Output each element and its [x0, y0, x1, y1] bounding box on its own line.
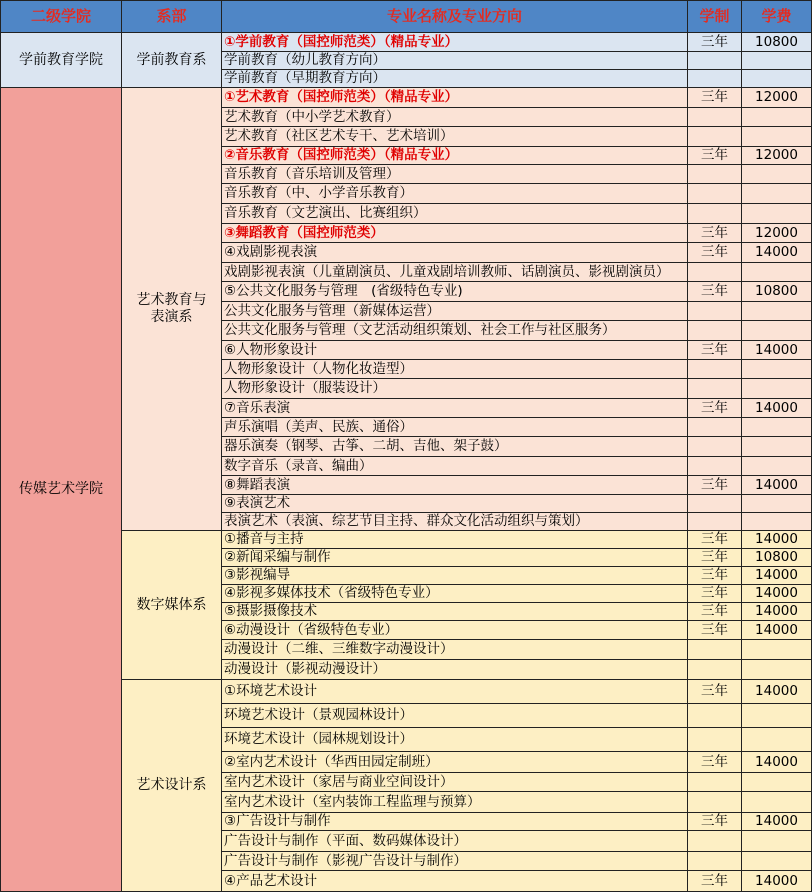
- fee-cell: 10800: [742, 549, 812, 567]
- department-cell: 学前教育系: [122, 33, 222, 88]
- major-cell: ①艺术教育（国控师范类）（精品专业）: [222, 88, 688, 108]
- table-row: [1, 88, 812, 108]
- fee-cell: [742, 640, 812, 660]
- years-cell: 三年: [688, 585, 742, 603]
- fee-cell: 14000: [742, 585, 812, 603]
- major-cell: 室内艺术设计（室内装饰工程监理与预算）: [222, 792, 688, 813]
- years-cell: [688, 52, 742, 70]
- years-cell: 三年: [688, 399, 742, 418]
- header-department: 系部: [122, 1, 222, 33]
- years-cell: [688, 660, 742, 680]
- fee-cell: [742, 108, 812, 127]
- fee-cell: [742, 704, 812, 728]
- fee-cell: [742, 379, 812, 399]
- major-cell: 公共文化服务与管理（新媒体运营）: [222, 302, 688, 321]
- years-cell: 三年: [688, 621, 742, 640]
- years-cell: [688, 640, 742, 660]
- fee-cell: 14000: [742, 476, 812, 495]
- major-cell: ⑥动漫设计（省级特色专业）: [222, 621, 688, 640]
- major-cell: ⑦音乐表演: [222, 399, 688, 418]
- fee-cell: [742, 437, 812, 457]
- major-cell: ③广告设计与制作: [222, 813, 688, 831]
- major-cell: 音乐教育（文艺演出、比赛组织）: [222, 204, 688, 224]
- years-cell: [688, 704, 742, 728]
- years-cell: 三年: [688, 224, 742, 243]
- major-cell: 音乐教育（音乐培训及管理）: [222, 165, 688, 184]
- years-cell: 三年: [688, 752, 742, 773]
- major-cell: ⑥人物形象设计: [222, 341, 688, 360]
- major-cell: 声乐演唱（美声、民族、通俗）: [222, 418, 688, 437]
- years-cell: [688, 360, 742, 379]
- major-cell: ①环境艺术设计: [222, 680, 688, 704]
- years-cell: 三年: [688, 871, 742, 892]
- years-cell: [688, 495, 742, 513]
- years-cell: [688, 457, 742, 476]
- years-cell: [688, 513, 742, 531]
- major-cell: ①播音与主持: [222, 531, 688, 549]
- major-cell: ⑨表演艺术: [222, 495, 688, 513]
- major-cell: 戏剧影视表演（儿童剧演员、儿童戏剧培训教师、话剧演员、影视剧演员）: [222, 263, 688, 282]
- years-cell: [688, 108, 742, 127]
- fee-cell: [742, 852, 812, 871]
- fee-cell: 12000: [742, 224, 812, 243]
- major-cell: ④影视多媒体技术（省级特色专业）: [222, 585, 688, 603]
- fee-cell: 10800: [742, 33, 812, 52]
- major-cell: 室内艺术设计（家居与商业空间设计）: [222, 773, 688, 792]
- years-cell: [688, 418, 742, 437]
- major-cell: ⑤摄影摄像技术: [222, 603, 688, 621]
- fee-cell: 14000: [742, 621, 812, 640]
- fee-cell: [742, 204, 812, 224]
- years-cell: [688, 263, 742, 282]
- header-college: 二级学院: [1, 1, 122, 33]
- fee-cell: 14000: [742, 813, 812, 831]
- fee-cell: [742, 321, 812, 341]
- major-cell: 动漫设计（二维、三维数字动漫设计）: [222, 640, 688, 660]
- years-cell: 三年: [688, 531, 742, 549]
- fee-cell: [742, 127, 812, 147]
- major-cell: ②音乐教育（国控师范类）（精品专业）: [222, 147, 688, 165]
- fee-cell: [742, 831, 812, 852]
- years-cell: 三年: [688, 549, 742, 567]
- years-cell: [688, 792, 742, 813]
- fee-cell: [742, 418, 812, 437]
- fee-cell: [742, 70, 812, 88]
- years-cell: [688, 70, 742, 88]
- major-cell: 学前教育（早期教育方向）: [222, 70, 688, 88]
- fee-cell: 14000: [742, 531, 812, 549]
- fee-cell: 12000: [742, 147, 812, 165]
- major-cell: 环境艺术设计（景观园林设计）: [222, 704, 688, 728]
- fee-cell: [742, 773, 812, 792]
- years-cell: [688, 852, 742, 871]
- years-cell: [688, 773, 742, 792]
- years-cell: 三年: [688, 813, 742, 831]
- major-cell: 学前教育（幼儿教育方向）: [222, 52, 688, 70]
- fee-cell: [742, 184, 812, 204]
- years-cell: [688, 302, 742, 321]
- major-cell: 公共文化服务与管理（文艺活动组织策划、社会工作与社区服务）: [222, 321, 688, 341]
- years-cell: [688, 321, 742, 341]
- major-cell: 动漫设计（影视动漫设计）: [222, 660, 688, 680]
- years-cell: 三年: [688, 476, 742, 495]
- years-cell: 三年: [688, 147, 742, 165]
- department-cell: 艺术设计系: [122, 680, 222, 892]
- major-cell: ④产品艺术设计: [222, 871, 688, 892]
- major-cell: ⑤公共文化服务与管理 (省级特色专业): [222, 282, 688, 302]
- years-cell: [688, 728, 742, 752]
- years-cell: 三年: [688, 282, 742, 302]
- fee-cell: [742, 457, 812, 476]
- major-cell: 器乐演奏（钢琴、古筝、二胡、吉他、架子鼓）: [222, 437, 688, 457]
- major-cell: 广告设计与制作（影视广告设计与制作）: [222, 852, 688, 871]
- years-cell: 三年: [688, 243, 742, 263]
- years-cell: [688, 127, 742, 147]
- header-fee: 学费: [742, 1, 812, 33]
- major-cell: 广告设计与制作（平面、数码媒体设计）: [222, 831, 688, 852]
- major-cell: 人物形象设计（服装设计）: [222, 379, 688, 399]
- years-cell: [688, 831, 742, 852]
- major-cell: 艺术教育（中小学艺术教育）: [222, 108, 688, 127]
- major-cell: ④戏剧影视表演: [222, 243, 688, 263]
- major-cell: 人物形象设计（人物化妆造型）: [222, 360, 688, 379]
- fee-cell: 14000: [742, 680, 812, 704]
- table-row: [1, 33, 812, 52]
- fee-cell: [742, 302, 812, 321]
- major-cell: ②新闻采编与制作: [222, 549, 688, 567]
- college-cell: 传媒艺术学院: [1, 88, 122, 892]
- major-cell: ③影视编导: [222, 567, 688, 585]
- fee-cell: 14000: [742, 603, 812, 621]
- fee-cell: [742, 165, 812, 184]
- fee-cell: [742, 792, 812, 813]
- fee-cell: [742, 728, 812, 752]
- years-cell: [688, 437, 742, 457]
- fee-cell: [742, 263, 812, 282]
- fee-cell: [742, 513, 812, 531]
- fee-cell: 12000: [742, 88, 812, 108]
- years-cell: 三年: [688, 341, 742, 360]
- header-row: [1, 1, 812, 33]
- years-cell: [688, 165, 742, 184]
- table-row: [1, 680, 812, 704]
- years-cell: 三年: [688, 680, 742, 704]
- header-major: 专业名称及专业方向: [222, 1, 688, 33]
- fee-cell: 14000: [742, 243, 812, 263]
- years-cell: [688, 379, 742, 399]
- department-cell: 艺术教育与表演系: [122, 88, 222, 531]
- header-years: 学制: [688, 1, 742, 33]
- major-cell: 数字音乐（录音、编曲）: [222, 457, 688, 476]
- years-cell: 三年: [688, 33, 742, 52]
- fee-cell: 14000: [742, 341, 812, 360]
- fee-cell: 14000: [742, 399, 812, 418]
- fee-cell: [742, 495, 812, 513]
- major-cell: 表演艺术（表演、综艺节目主持、群众文化活动组织与策划）: [222, 513, 688, 531]
- table-body: [1, 33, 812, 892]
- major-cell: ⑧舞蹈表演: [222, 476, 688, 495]
- fee-cell: [742, 360, 812, 379]
- fee-cell: [742, 660, 812, 680]
- years-cell: 三年: [688, 603, 742, 621]
- major-cell: 音乐教育（中、小学音乐教育）: [222, 184, 688, 204]
- major-cell: ②室内艺术设计（华西田园定制班）: [222, 752, 688, 773]
- major-cell: 环境艺术设计（园林规划设计）: [222, 728, 688, 752]
- fee-cell: 14000: [742, 752, 812, 773]
- table-row: [1, 531, 812, 549]
- fee-cell: 10800: [742, 282, 812, 302]
- major-cell: 艺术教育（社区艺术专干、艺术培训）: [222, 127, 688, 147]
- fee-cell: 14000: [742, 567, 812, 585]
- years-cell: 三年: [688, 567, 742, 585]
- fee-cell: 14000: [742, 871, 812, 892]
- major-cell: ①学前教育（国控师范类）（精品专业）: [222, 33, 688, 52]
- college-cell: 学前教育学院: [1, 33, 122, 88]
- department-cell: 数字媒体系: [122, 531, 222, 680]
- fee-cell: [742, 52, 812, 70]
- years-cell: 三年: [688, 88, 742, 108]
- years-cell: [688, 184, 742, 204]
- years-cell: [688, 204, 742, 224]
- major-cell: ③舞蹈教育（国控师范类）: [222, 224, 688, 243]
